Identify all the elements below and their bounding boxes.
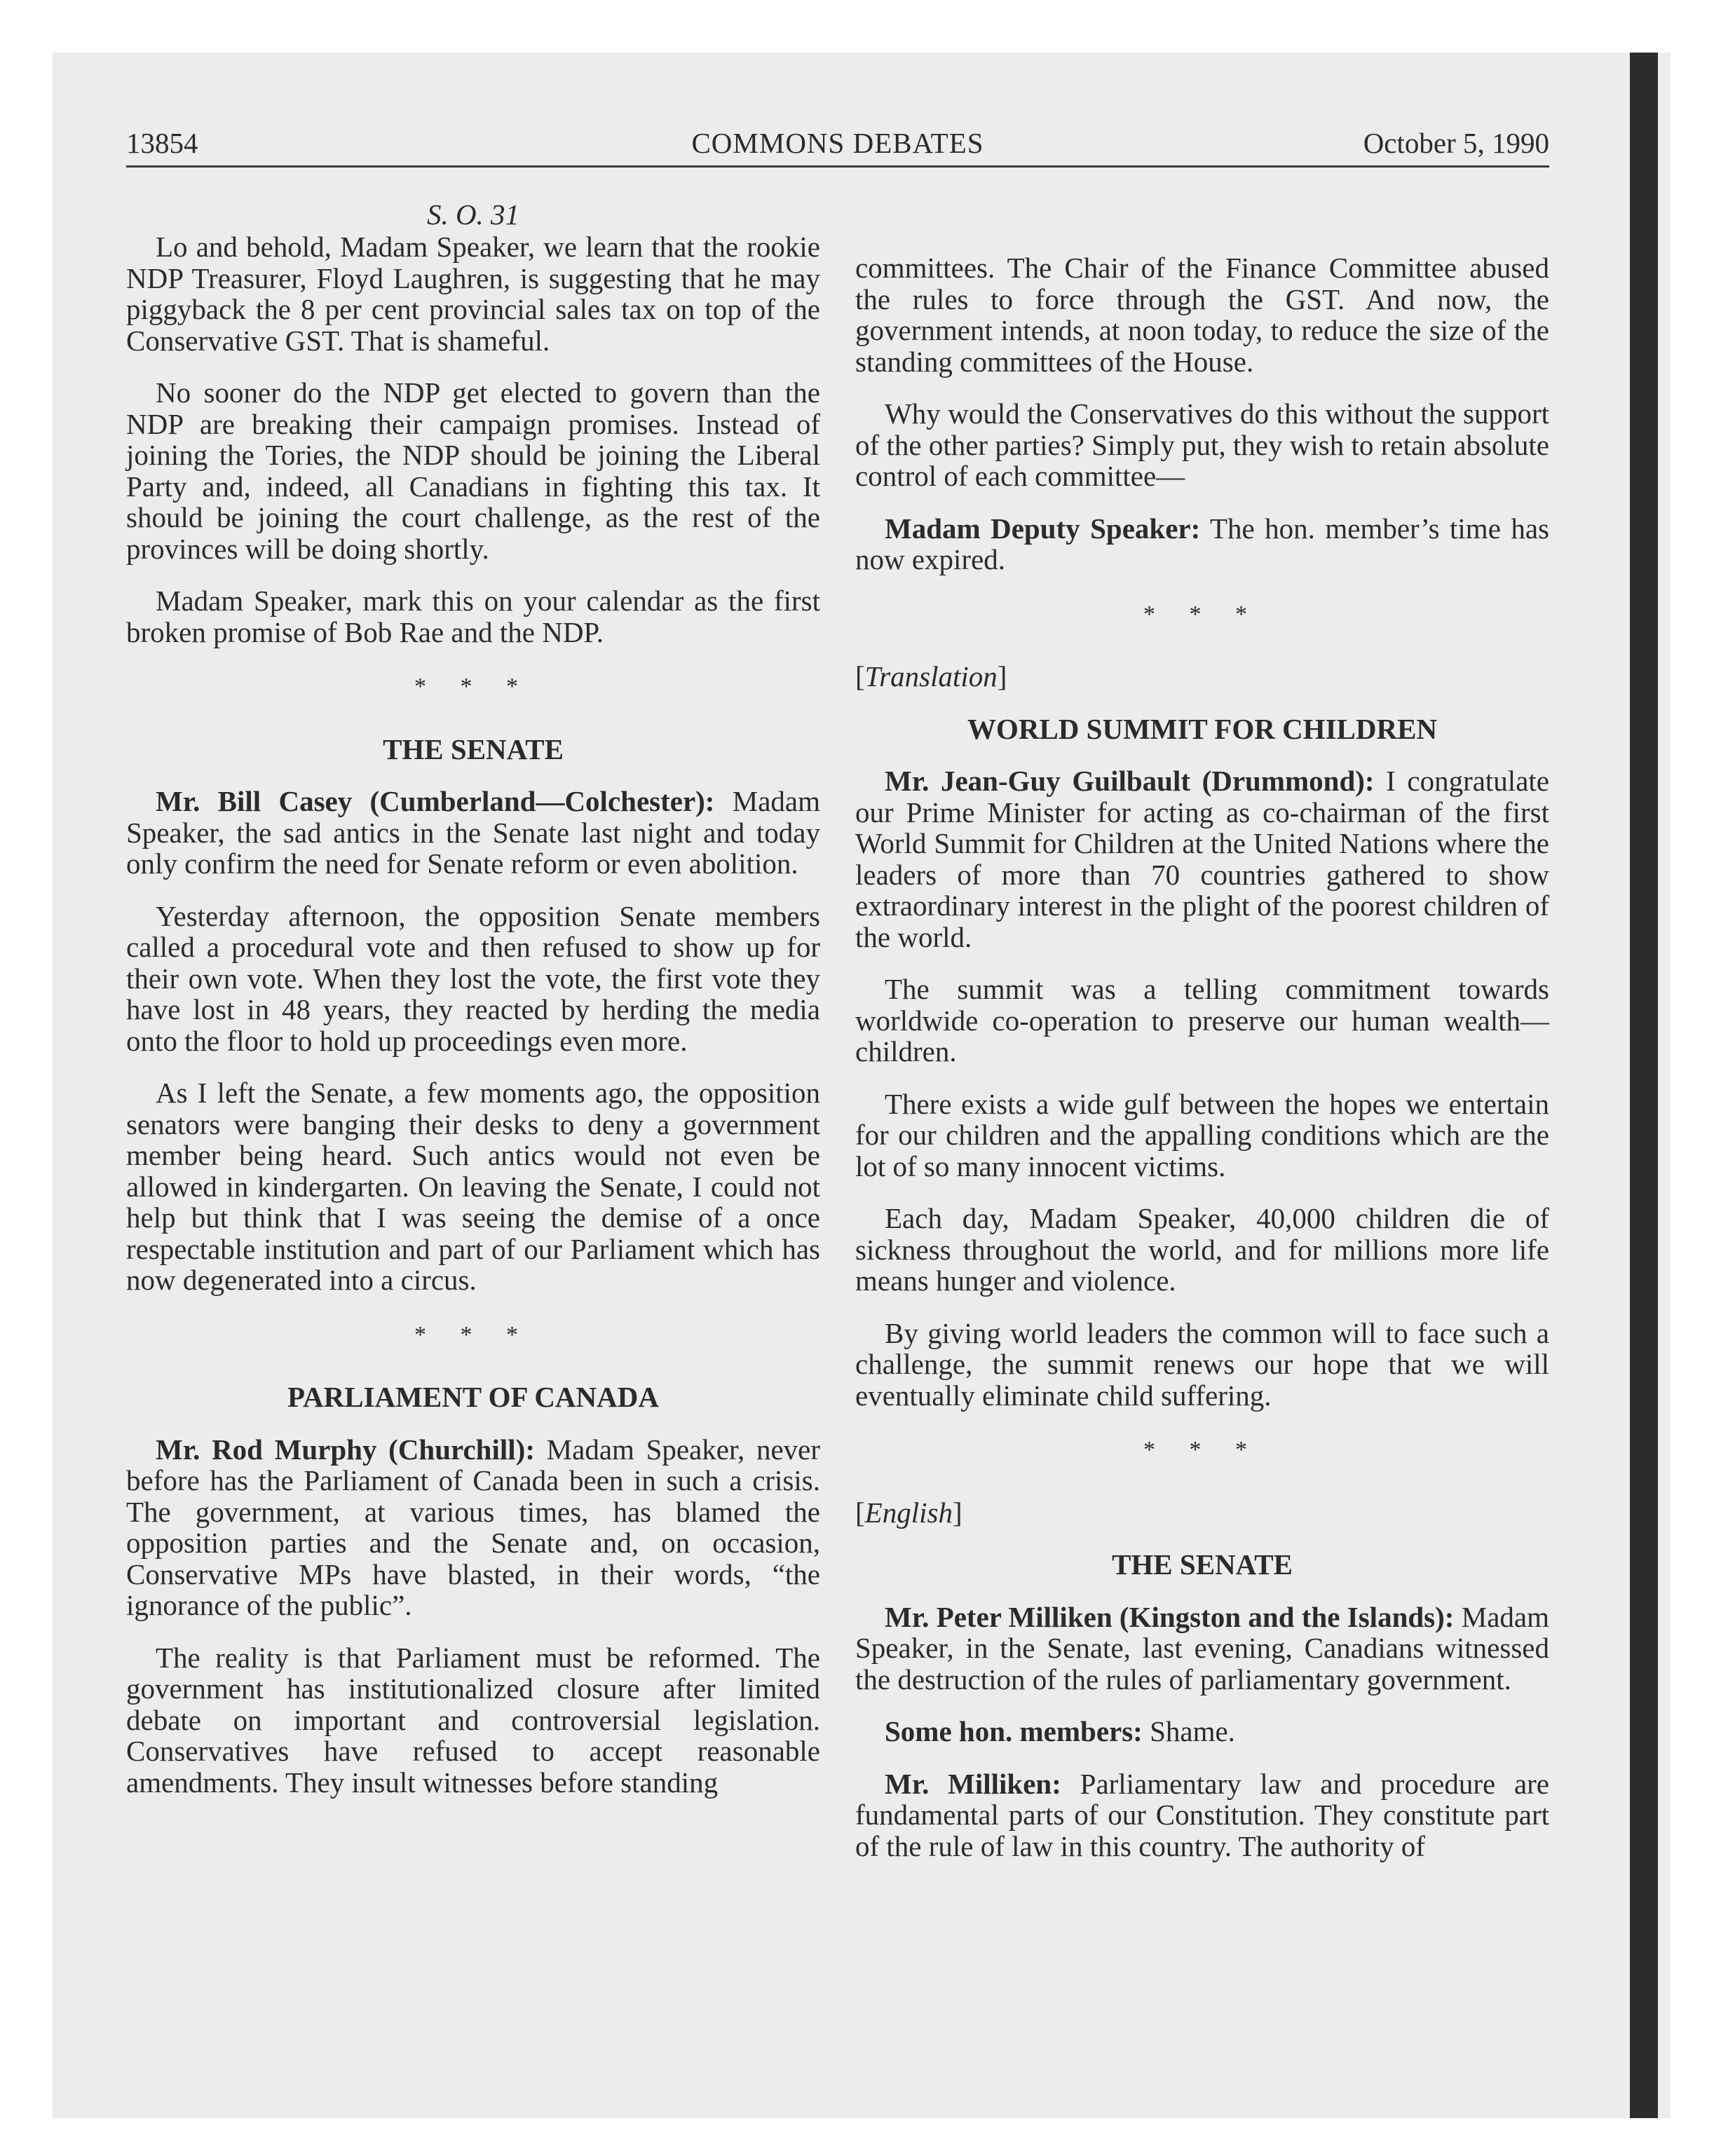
- paragraph: Why would the Conservatives do this without the support of the other parties? Simply put, they wish to retain absolute control of each committee—: [855, 397, 1549, 492]
- speech-text: Shame.: [1142, 1715, 1235, 1747]
- speech-text: Parliamentary law and procedure are fundamental parts of our Constitution. They constitute part of the rule of law in this country. The authority of: [855, 1767, 1549, 1862]
- speaker-name: Mr. Milliken:: [885, 1767, 1061, 1800]
- language-label: English: [864, 1496, 953, 1529]
- section-separator: * * *: [414, 1321, 532, 1348]
- paragraph: Yesterday afternoon, the opposition Senate members called a procedural vote and then refused to show up for their own vote. When they lost the vote, the first vote they have lost in 48 years, they reacted by herding the media onto the floor to hold up proceedings even more.: [126, 899, 820, 1057]
- section-heading: THE SENATE: [383, 732, 564, 765]
- speech-text: I congratulate our Prime Minister for acting as co-chairman of the first World Summit for Children at the United Nations where the leaders of more than 70 countries gathered to show extraordinary interest in the plight of the poorest children of the world.: [855, 765, 1549, 953]
- speech-paragraph: [855, 513, 1549, 575]
- language-marker: [Translation]: [855, 660, 1007, 692]
- speech-paragraph: [855, 1768, 1549, 1862]
- section-separator: * * *: [414, 674, 532, 700]
- paragraph: Each day, Madam Speaker, 40,000 children die of sickness throughout the world, and for millions more life means hunger and violence.: [855, 1202, 1549, 1297]
- section-separator: * * *: [1143, 601, 1261, 627]
- speech-text: Madam Speaker, never before has the Parliament of Canada been in such a crisis. The government, at various times, has blamed the opposition parties and the Senate and, on occasion, Conservative MPs have blasted, in their words, “the ignorance of the public”.: [126, 1433, 821, 1621]
- page-date: October 5, 1990: [1363, 127, 1549, 159]
- speech-text: The hon. member’s time has now expired.: [855, 512, 1549, 575]
- speaker-name: Some hon. members:: [885, 1715, 1143, 1747]
- speaker-name: Madam Deputy Speaker:: [885, 512, 1201, 545]
- publication-title: COMMONS DEBATES: [691, 127, 984, 159]
- speaker-name: Mr. Bill Casey (Cumberland—Colchester):: [156, 785, 715, 817]
- header-rule: [126, 165, 1549, 168]
- section-label: S. O. 31: [426, 198, 520, 231]
- speaker-name: Mr. Rod Murphy (Churchill):: [156, 1433, 535, 1466]
- language-marker: [English]: [855, 1496, 962, 1529]
- section-heading: PARLIAMENT OF CANADA: [287, 1381, 659, 1413]
- speech-paragraph: [855, 1602, 1549, 1696]
- speaker-name: Mr. Jean-Guy Guilbault (Drummond):: [885, 765, 1375, 797]
- page-number: 13854: [126, 127, 198, 159]
- speech-text: Madam Speaker, in the Senate, last evening, Canadians witnessed the destruction of the rules of parliamentary government.: [855, 1600, 1549, 1696]
- speech-paragraph: [855, 765, 1549, 953]
- language-label: Translation: [864, 660, 998, 692]
- speech-paragraph: [126, 786, 820, 880]
- section-heading: THE SENATE: [1112, 1548, 1293, 1581]
- paragraph: No sooner do the NDP get elected to govern than the NDP are breaking their campaign promises. Instead of joining the Tories, the NDP should be joining the Liberal Party and, indeed, all Canadians in fighting this tax. It should be joining the court challenge, as the rest of the provinces will be doing shortly.: [126, 376, 820, 565]
- scan-edge-shadow: [1630, 53, 1658, 2118]
- speech-paragraph: [126, 1434, 820, 1621]
- page-header: [126, 126, 1549, 168]
- section-heading: WORLD SUMMIT FOR CHILDREN: [967, 712, 1438, 745]
- paragraph: Lo and behold, Madam Speaker, we learn that the rookie NDP Treasurer, Floyd Laughren, is suggesting that he may piggyback the 8 per cent provincial sales tax on top of the Conservative GST. That is shameful.: [126, 231, 820, 357]
- speech-paragraph: [855, 1716, 1549, 1747]
- speech-text: Madam Speaker, the sad antics in the Senate last night and today only confirm the need for Senate reform or even abolition.: [126, 785, 820, 880]
- section-separator: * * *: [1143, 1437, 1261, 1463]
- paragraph: The reality is that Parliament must be reformed. The government has institutionalized closure after limited debate on important and controversial legislation. Conservatives have refused to accept reasonable amendments. They insult witnesses before standing: [126, 1641, 820, 1799]
- paragraph: By giving world leaders the common will to face such a challenge, the summit renews our hope that we will eventually eliminate child suffering.: [855, 1316, 1549, 1412]
- left-column: [126, 231, 820, 1819]
- right-column: [855, 252, 1549, 1883]
- paragraph: As I left the Senate, a few moments ago, the opposition senators were banging their desks to deny a government member being heard. Such antics would not even be allowed in kindergarten. On leaving the Senate, I could not help but think that I was seeing the demise of a once respectable institution and part of our Parliament which has now degenerated into a circus.: [126, 1077, 820, 1296]
- paragraph: committees. The Chair of the Finance Committee abused the rules to force through the GST. And now, the government intends, at noon today, to reduce the size of the standing committees of the House.: [855, 252, 1549, 378]
- speaker-name: Mr. Peter Milliken (Kingston and the Islands):: [885, 1600, 1455, 1633]
- paragraph: Madam Speaker, mark this on your calendar as the first broken promise of Bob Rae and the NDP.: [126, 585, 820, 648]
- paragraph: There exists a wide gulf between the hopes we entertain for our children and the appalling conditions which are the lot of so many innocent victims.: [855, 1087, 1549, 1182]
- paragraph: The summit was a telling commitment towards worldwide co-operation to preserve our human wealth—children.: [855, 973, 1549, 1067]
